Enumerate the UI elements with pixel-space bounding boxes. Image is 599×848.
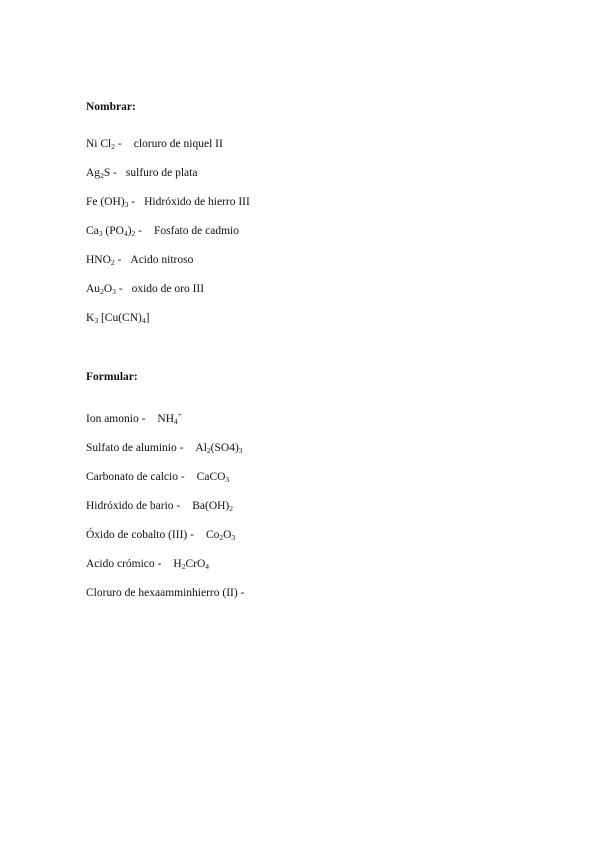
nombrar-heading: Nombrar: bbox=[86, 101, 136, 113]
formula-subscript: 3 bbox=[98, 229, 103, 238]
answer-text: sulfuro de plata bbox=[125, 167, 198, 179]
nombrar-line-2 bbox=[86, 166, 197, 180]
formula-text: S - bbox=[103, 167, 117, 179]
formula-text: K bbox=[86, 312, 95, 324]
formula-subscript: 3 bbox=[94, 316, 99, 325]
formula-subscript: 4 bbox=[174, 417, 178, 426]
compound-name: Óxido de cobalto (III) - bbox=[86, 529, 194, 541]
formular-line-5 bbox=[86, 528, 235, 542]
formular-line-7 bbox=[86, 586, 244, 600]
answer-text: Fosfato de cadmio bbox=[154, 225, 239, 237]
formula-subscript: 2 bbox=[100, 287, 104, 296]
nombrar-line-3 bbox=[86, 195, 250, 209]
formular-line-1 bbox=[86, 412, 182, 426]
answer-text: Hidróxido de hierro III bbox=[144, 196, 250, 208]
formula-text: NH bbox=[157, 413, 175, 425]
formular-line-3 bbox=[86, 470, 229, 484]
formular-line-6 bbox=[86, 557, 209, 571]
formula-subscript: 3 bbox=[112, 287, 116, 296]
formula-subscript: 2 bbox=[131, 229, 136, 238]
compound-name: Carbonato de calcio - bbox=[86, 471, 185, 483]
formula-text: Fe (OH) bbox=[86, 196, 125, 208]
formula-text: Au bbox=[86, 283, 101, 295]
formula-text: [Cu(CN) bbox=[98, 312, 142, 324]
formula-text: Al bbox=[195, 442, 207, 454]
formular-line-2 bbox=[86, 441, 243, 455]
formula-text: CaCO bbox=[196, 471, 226, 483]
nombrar-line-6 bbox=[86, 282, 204, 296]
formula-text: O bbox=[223, 529, 232, 541]
formular-line-4 bbox=[86, 499, 233, 513]
formula-text: ] bbox=[145, 312, 150, 324]
nombrar-line-4 bbox=[86, 224, 239, 238]
formula-subscript: 3 bbox=[231, 533, 236, 542]
formula-superscript: + bbox=[177, 410, 183, 419]
formula-subscript: 2 bbox=[100, 171, 104, 180]
formula-text: - bbox=[115, 283, 123, 295]
formula-subscript: 2 bbox=[219, 533, 224, 542]
compound-name: Hidróxido de bario - bbox=[86, 500, 181, 512]
compound-name: Cloruro de hexaamminhierro (II) - bbox=[86, 587, 245, 599]
formula-subscript: 2 bbox=[229, 504, 234, 513]
formula-subscript: 4 bbox=[205, 562, 209, 571]
compound-name: Sulfato de aluminio - bbox=[86, 442, 184, 454]
nombrar-line-5 bbox=[86, 253, 193, 267]
formula-text: (SO4) bbox=[210, 442, 239, 454]
formula-text: - bbox=[128, 196, 136, 208]
formula-text: Co bbox=[205, 529, 220, 541]
formula-text: HNO bbox=[86, 254, 111, 266]
compound-name: Ion amonio - bbox=[86, 413, 146, 425]
formula-subscript: 3 bbox=[225, 475, 230, 484]
formula-text: Ni Cl bbox=[86, 138, 112, 150]
formula-text: H bbox=[173, 558, 182, 570]
formula-subscript: 3 bbox=[124, 200, 129, 209]
answer-text: oxido de oro III bbox=[131, 283, 205, 295]
formula-text: Ca bbox=[86, 225, 99, 237]
formula-subscript: 2 bbox=[181, 562, 186, 571]
compound-name: Acido crómico - bbox=[86, 558, 162, 570]
nombrar-line-1 bbox=[86, 137, 223, 151]
formula-subscript: 4 bbox=[123, 229, 128, 238]
formula-text: CrO bbox=[185, 558, 206, 570]
formula-subscript: 4 bbox=[141, 316, 146, 325]
nombrar-line-7 bbox=[86, 311, 149, 325]
formula-text: Ba(OH) bbox=[192, 500, 230, 512]
formula-subscript: 2 bbox=[206, 446, 211, 455]
answer-text: cloruro de niquel II bbox=[133, 138, 223, 150]
formula-text: - bbox=[115, 138, 122, 150]
formula-subscript: 2 bbox=[110, 258, 115, 267]
formula-text: O bbox=[103, 283, 113, 295]
formula-text: ) bbox=[127, 225, 132, 237]
formula-subscript: 3 bbox=[238, 446, 243, 455]
formula-text: Ag bbox=[86, 167, 101, 179]
answer-text: Acido nitroso bbox=[130, 254, 194, 266]
formula-text: - bbox=[114, 254, 122, 266]
formula-subscript: 2 bbox=[111, 142, 115, 151]
formula-text: (PO bbox=[102, 225, 124, 237]
formula-text: - bbox=[135, 225, 142, 237]
formular-heading: Formular: bbox=[86, 371, 138, 383]
